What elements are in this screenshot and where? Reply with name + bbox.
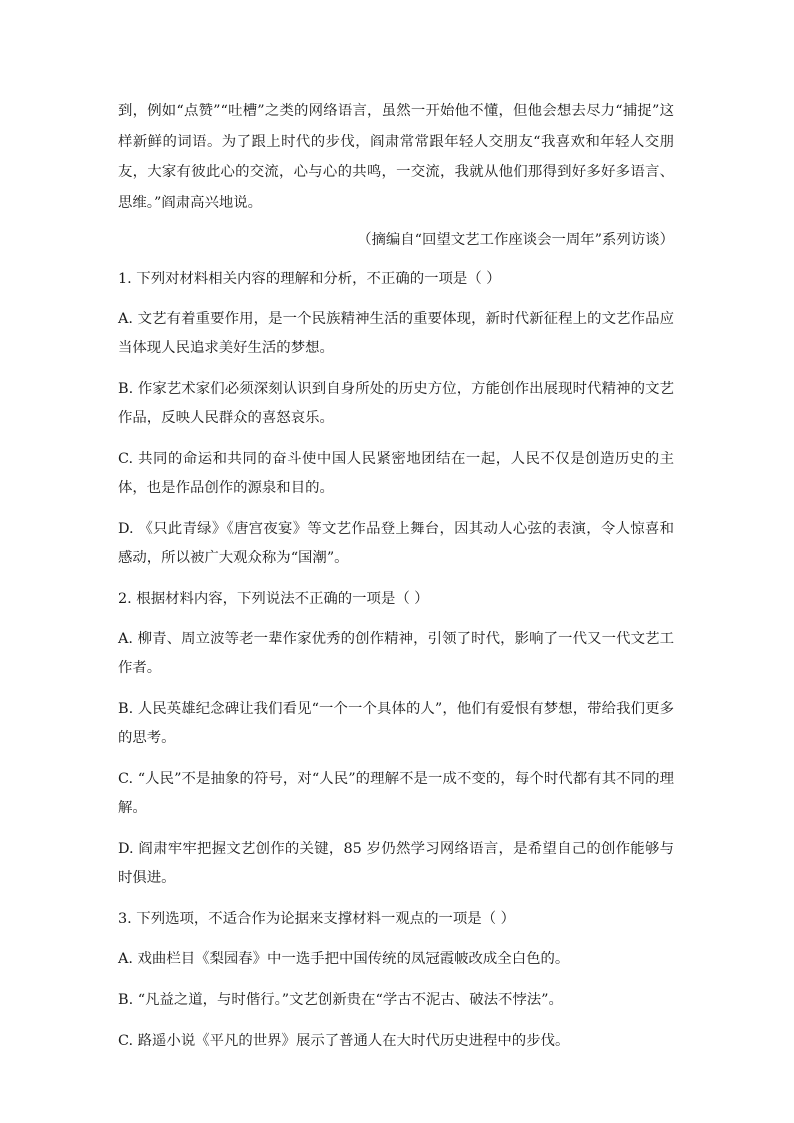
question-3-option-a: A. 戏曲栏目《梨园春》中一选手把中国传统的凤冠霞帔改成全白色的。 bbox=[118, 951, 570, 967]
question-2-option-b: B. 人民英雄纪念碑让我们看见“一个一个具体的人”，他们有爱恨有梦想，带给我们更多的思考。 bbox=[118, 701, 674, 746]
question-3 bbox=[118, 905, 674, 1056]
question-2-option-c: C. “人民”不是抽象的符号，对“人民”的理解不是一成不变的，每个时代都有其不同的理解。 bbox=[118, 771, 674, 816]
intro-paragraph: 到，例如“点赞”“吐槽”之类的网络语言，虽然一开始他不懂，但他会想去尽力“捕捉”这样新鲜的词语。为了跟上时代的步伐，阎肃常常跟年轻人交朋友“我喜欢和年轻人交朋友，大家有彼此心的交流，心与心的共鸣，一交流，我就从他们那得到好多好多语言、思维。”阎肃高兴地说。 bbox=[118, 103, 674, 211]
question-1-option-c: C. 共同的命运和共同的奋斗使中国人民紧密地团结在一起，人民不仅是创造历史的主体，也是作品创作的源泉和目的。 bbox=[118, 451, 674, 496]
question-1-stem: 1. 下列对材料相关内容的理解和分析，不正确的一项是（ ） bbox=[118, 271, 501, 287]
question-1-option-d: D. 《只此青绿》《唐宫夜宴》等文艺作品登上舞台，因其动人心弦的表演，令人惊喜和感动，所以被广大观众称为“国潮”。 bbox=[118, 521, 674, 566]
question-2-stem: 2. 根据材料内容，下列说法不正确的一项是（ ） bbox=[118, 591, 429, 607]
question-2-option-a: A. 柳青、周立波等老一辈作家优秀的创作精神，引领了时代，影响了一代又一代文艺工作者。 bbox=[118, 631, 674, 676]
question-1-option-a: A. 文艺有着重要作用，是一个民族精神生活的重要体现，新时代新征程上的文艺作品应当体现人民追求美好生活的梦想。 bbox=[118, 311, 674, 356]
question-3-stem: 3. 下列选项，不适合作为论据来支撑材料一观点的一项是（ ） bbox=[118, 911, 516, 927]
question-3-option-c: C. 路遥小说《平凡的世界》展示了普通人在大时代历史进程中的步伐。 bbox=[118, 1033, 570, 1049]
question-1-option-b: B. 作家艺术家们必须深刻认识到自身所处的历史方位，方能创作出展现时代精神的文艺作品，反映人民群众的喜怒哀乐。 bbox=[118, 381, 674, 426]
question-2 bbox=[118, 585, 674, 893]
source-note: （摘编自“回望文艺工作座谈会一周年”系列访谈） bbox=[357, 232, 674, 248]
question-3-option-b: B. “凡益之道，与时偕行。”文艺创新贵在“学古不泥古、破法不悖法”。 bbox=[118, 992, 563, 1008]
question-1 bbox=[118, 265, 674, 573]
document-content bbox=[118, 96, 674, 1056]
question-2-option-d: D. 阎肃牢牢把握文艺创作的关键，85 岁仍然学习网络语言，是希望自己的创作能够与时俱进。 bbox=[118, 841, 674, 886]
